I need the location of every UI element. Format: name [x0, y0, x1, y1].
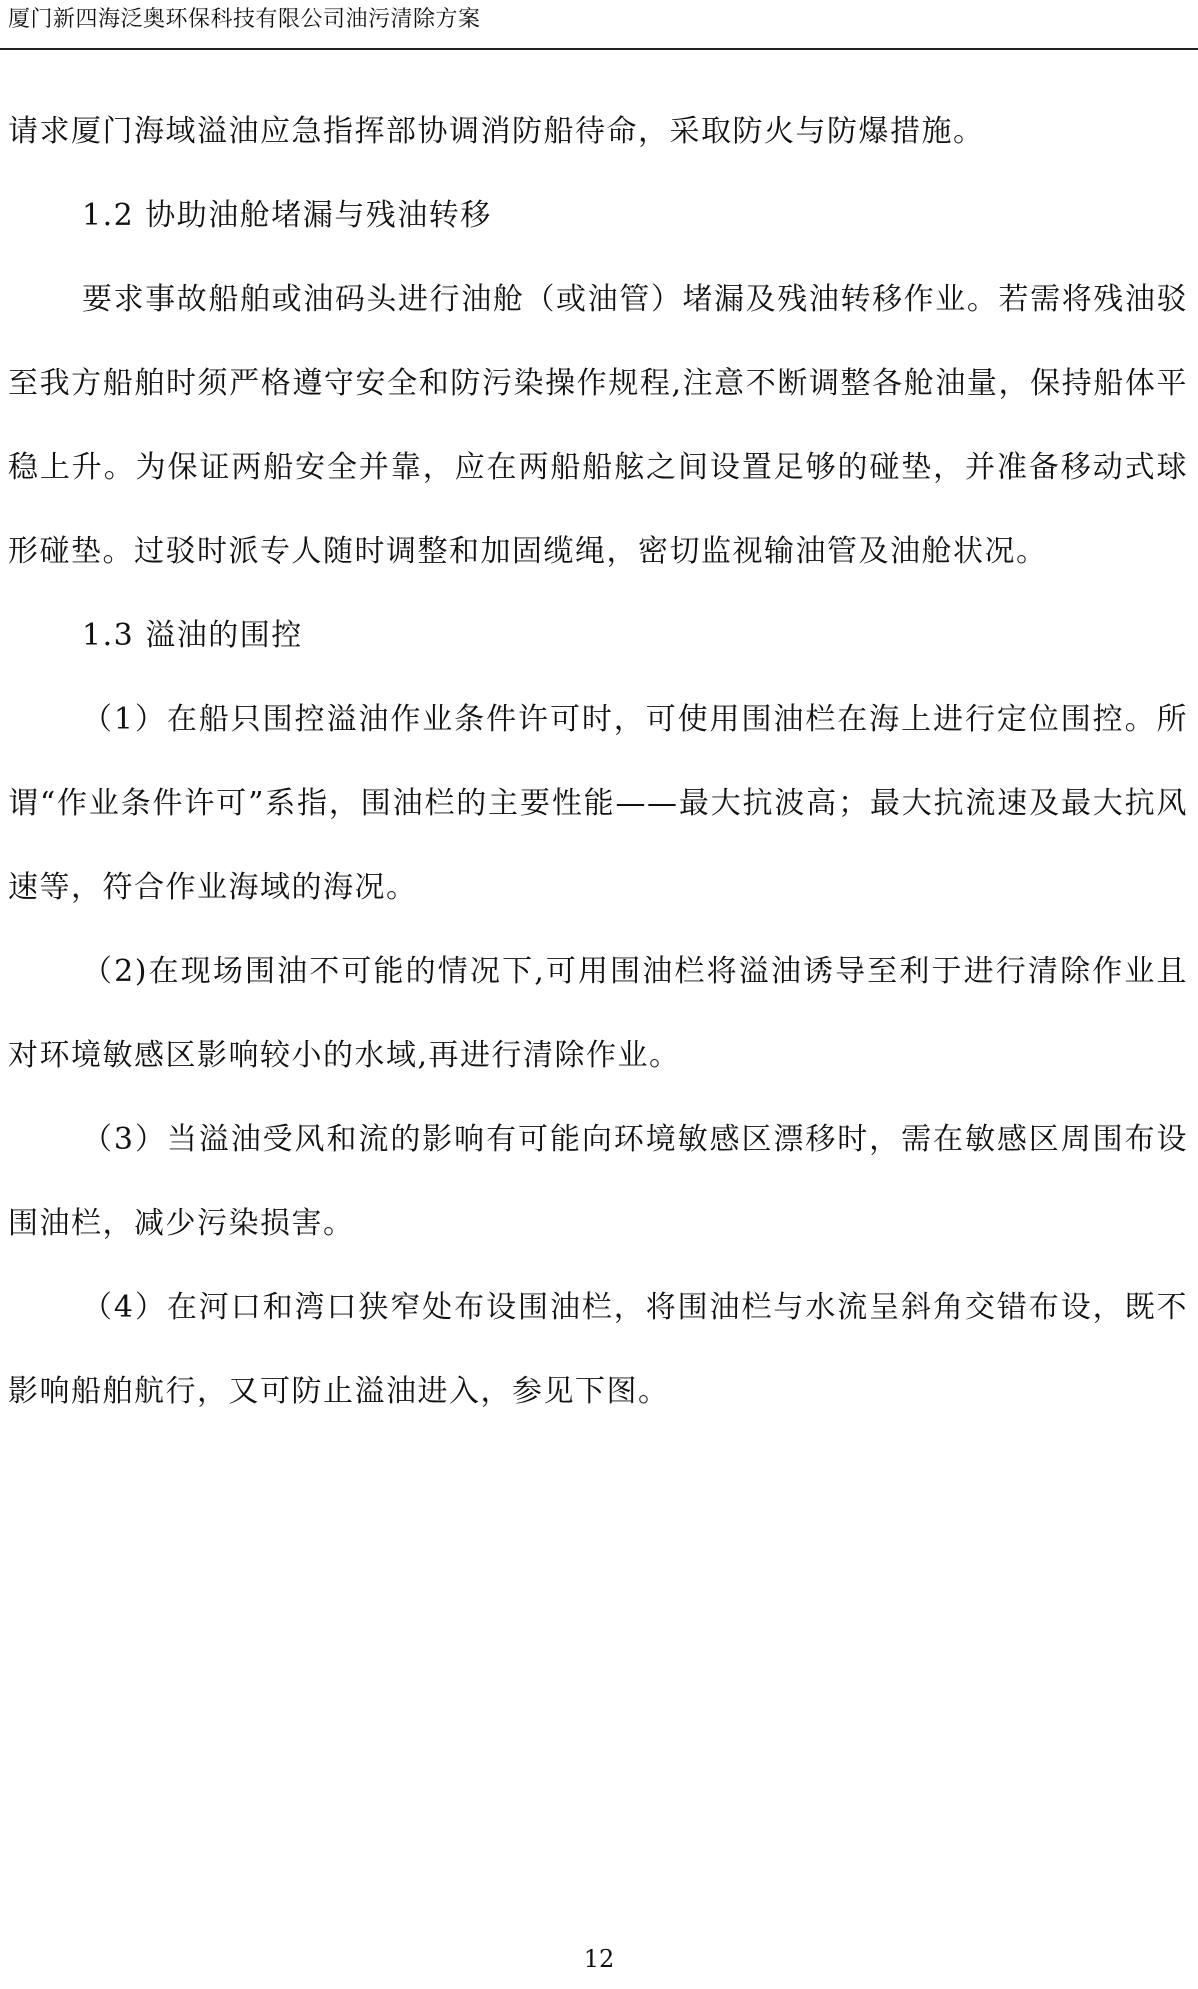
paragraph-item-2: （2)在现场围油不可能的情况下,可用围油栏将溢油诱导至利于进行清除作业且对环境敏感区影响较小的水域,再进行清除作业。 — [8, 954, 1188, 1073]
paragraph-item-1: （1）在船只围控溢油作业条件许可时，可使用围油栏在海上进行定位围控。所谓“作业条件许可”系指，围油栏的主要性能——最大抗波高；最大抗流速及最大抗风速等，符合作业海域的海况。 — [8, 702, 1188, 905]
page-number: 12 — [583, 1945, 615, 1973]
page-header — [0, 0, 1198, 50]
section-heading-1-3: 1.3 溢油的围控 — [82, 618, 303, 653]
section-heading-1-2: 1.2 协助油舱堵漏与残油转移 — [82, 198, 492, 233]
paragraph-item-4: （4）在河口和湾口狭窄处布设围油栏，将围油栏与水流呈斜角交错布设，既不影响船舶航行，又可防止溢油进入，参见下图。 — [8, 1290, 1188, 1409]
paragraph-leak-plugging: 要求事故船舶或油码头进行油舱（或油管）堵漏及残油转移作业。若需将残油驳至我方船舶时须严格遵守安全和防污染操作规程,注意不断调整各舱油量，保持船体平稳上升。为保证两船安全并靠，应在两船船舷之间设置足够的碰垫，并准备移动式球形碰垫。过驳时派专人随时调整和加固缆绳，密切监视输油管及油舱状况。 — [8, 282, 1188, 569]
document-body — [8, 90, 1188, 1434]
paragraph-item-3: （3）当溢油受风和流的影响有可能向环境敏感区漂移时，需在敏感区周围布设围油栏，减少污染损害。 — [8, 1122, 1188, 1241]
paragraph-fire-measures: 请求厦门海域溢油应急指挥部协调消防船待命，采取防火与防爆措施。 — [8, 114, 985, 149]
header-title: 厦门新四海泛奥环保科技有限公司油污清除方案 — [8, 7, 481, 32]
